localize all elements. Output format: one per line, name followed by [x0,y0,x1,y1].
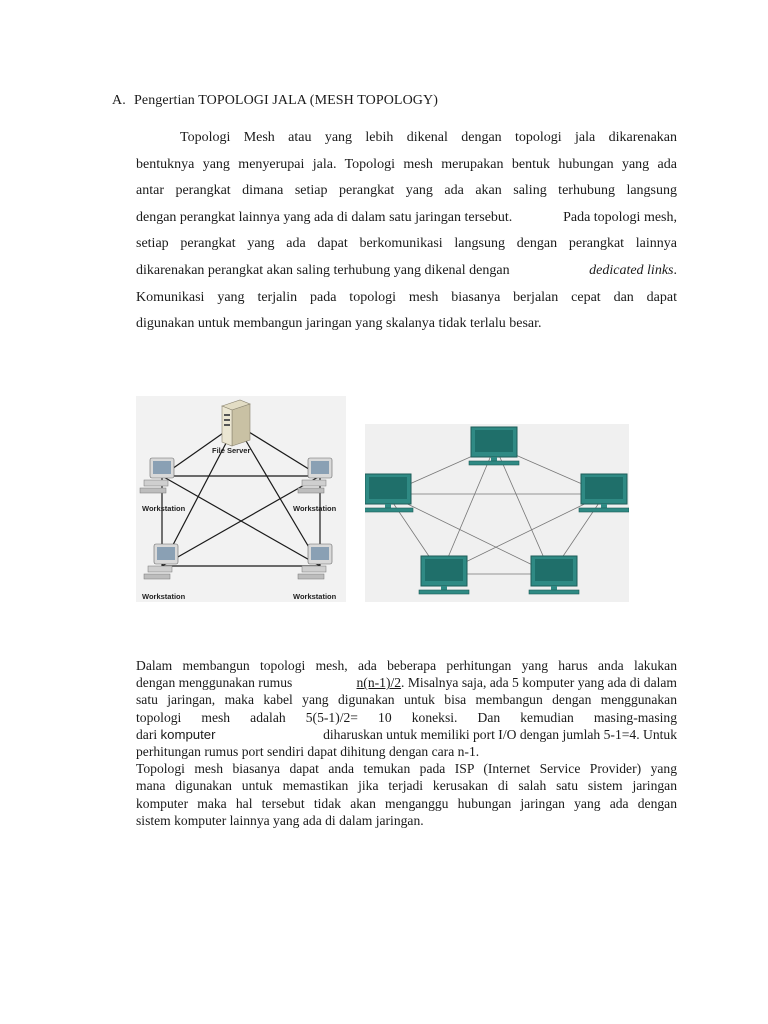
text-line: satu jaringan, maka kabel yang digunakan untuk bisa membangun dengan menggunakan [136,692,677,708]
mesh-diagram-pentagon [365,424,629,602]
computer-icon [365,474,413,512]
dedicated-links-term: dedicated links [589,262,674,278]
file-server-label: File Server [212,446,251,455]
formula: n(n-1)/2 [356,675,402,691]
section-title: Pengertian TOPOLOGI JALA (MESH TOPOLOGY) [134,93,438,108]
workstation-icon [298,544,332,579]
text-line: sistem komputer lainnya yang ada di dalam jaringan. [136,812,424,828]
computer-icon [529,556,579,594]
text-line [136,674,677,691]
text-segment: Pada topologi mesh, [563,209,677,225]
text-segment: dari [136,726,158,742]
text-line: setiap perangkat yang ada dapat berkomunikasi langsung dengan perangkat lainnya [136,236,677,252]
computer-icon [469,427,519,465]
text-segment: . Misalnya saja, ada 5 komputer yang ada di dalam [401,675,677,691]
text-line: antar perangkat dimana setiap perangkat yang ada akan saling terhubung langsung [136,183,677,199]
text-segment: diharuskan untuk memiliki port I/O dengan jumlah 5-1=4. Untuk [323,726,677,742]
text-line [136,205,677,232]
computer-icon [419,556,469,594]
text-segment [589,258,677,285]
text-line: digunakan untuk membangun jaringan yang skalanya tidak terlalu besar. [136,316,542,332]
mesh-diagram-file-server [136,396,346,602]
text-line: Topologi Mesh atau yang lebih dikenal dengan topologi jala dikarenakan [180,130,677,145]
text-segment: dengan perangkat lainnya yang ada di dalam satu jaringan tersebut. [136,209,513,225]
workstation-label: Workstation [293,592,337,601]
workstation-label: Workstation [142,504,186,513]
text-line: mana digunakan untuk memastikan jika terjadi kerusakan di salah satu sistem jaringan [136,778,677,794]
text-line: bentuknya yang menyerupai jala. Topologi mesh merupakan bentuk hubungan yang ada [136,156,677,172]
workstation-icon [144,544,178,579]
workstation-label: Workstation [142,592,186,601]
text-line: Dalam membangun topologi mesh, ada beberapa perhitungan yang harus anda lakukan [136,658,677,673]
section-letter: A. [112,93,126,108]
paragraph-definition [136,125,677,338]
komputer-keyword: komputer [160,726,216,742]
text-line [136,258,677,285]
text-line: topologi mesh adalah 5(5-1)/2= 10 koneksi. Dan kemudian masing-masing [136,709,677,725]
paragraph-calculation [136,657,677,829]
workstation-icon [140,458,174,493]
text-segment [357,674,678,691]
text-line: Topologi mesh biasanya dapat anda temukan pada ISP (Internet Service Provider) yang [136,761,677,777]
workstation-label: Workstation [293,504,337,513]
text-line [136,726,677,743]
text-segment: dikarenakan perangkat akan saling terhubung yang dikenal dengan [136,262,510,278]
computer-icon [579,474,629,512]
text-line: perhitungan rumus port sendiri dapat dihitung dengan cara n-1. [136,744,480,760]
text-line: komputer maka hal tersebut tidak akan menganggu hubungan jaringan yang ada dengan [136,795,677,811]
text-line: Komunikasi yang terjalin pada topologi mesh biasanya berjalan cepat dan dapat [136,289,677,305]
text-segment [136,726,216,743]
file-server-icon [222,400,250,446]
text-segment: . [673,262,677,278]
section-heading [112,93,438,109]
text-segment: dengan menggunakan rumus [136,675,293,691]
